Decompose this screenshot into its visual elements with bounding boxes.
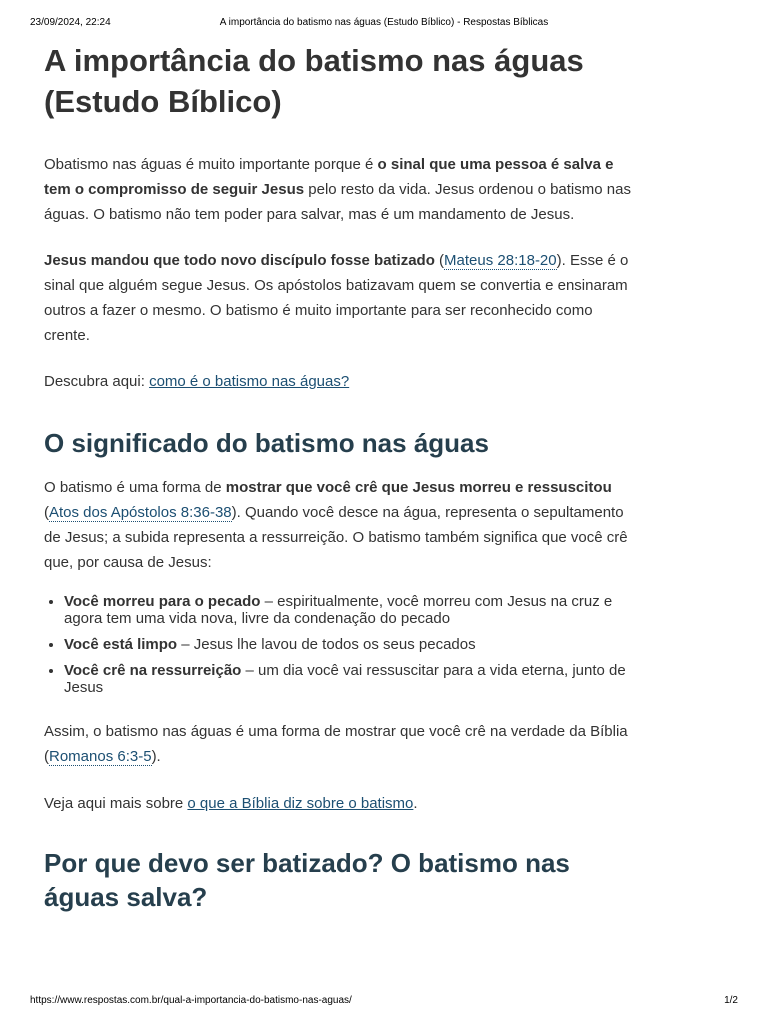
- emphasis-text: mostrar que você crê que Jesus morreu e ressuscitou: [225, 479, 612, 496]
- scripture-reference-link[interactable]: Romanos 6:3-5: [49, 748, 152, 765]
- list-item: • Você está limpo – Jesus lhe lavou de todos os seus pecados: [64, 636, 634, 653]
- paragraph-conclusion: Assim, o batismo nas águas é uma forma de mostrar que você crê na verdade da Bíblia (Romanos 6:3-5).: [44, 723, 628, 765]
- page-number: 1/2: [724, 995, 738, 1006]
- list-item: • Você crê na ressurreição – um dia você vai ressuscitar para a vida eterna, junto de Jesus: [64, 662, 634, 696]
- emphasis-text: o sinal que uma pessoa é salva e tem o compromisso de seguir Jesus: [44, 156, 614, 198]
- scripture-reference-link[interactable]: Atos dos Apóstolos 8:36-38: [49, 504, 232, 521]
- list-item: • Você morreu para o pecado – espiritualmente, você morreu com Jesus na cruz e agora tem uma vida nova, livre da condenação do pecado: [64, 593, 634, 627]
- paragraph-intro: Obatismo nas águas é muito importante porque é o sinal que uma pessoa é salva e tem o compromisso de seguir Jesus pelo resto da vida. Jesus ordenou o batismo nas águas. O batismo não tem poder para salvar, mas é um mandamento de Jesus.: [44, 156, 631, 223]
- paragraph-see-more: Veja aqui mais sobre o que a Bíblia diz sobre o batismo.: [44, 795, 418, 812]
- paragraph-command: Jesus mandou que todo novo discípulo fosse batizado (Mateus 28:18-20). Esse é o sinal que alguém segue Jesus. Os apóstolos batizavam quem se convertia e ensinaram outros a fazer o mesmo. O batismo é muito importante para ser reconhecido como crente.: [44, 252, 629, 344]
- scripture-reference-link[interactable]: Mateus 28:18-20: [444, 252, 557, 269]
- bible-baptism-link[interactable]: o que a Bíblia diz sobre o batismo: [187, 795, 414, 812]
- article: [44, 40, 634, 914]
- paragraph-discover: Descubra aqui: como é o batismo nas águas?: [44, 373, 350, 390]
- section-heading-meaning: O significado do batismo nas águas: [44, 428, 489, 458]
- paragraph-meaning: O batismo é uma forma de mostrar que você crê que Jesus morreu e ressuscitou (Atos dos Apóstolos 8:36-38). Quando você desce na água, representa o sepultamento de Jesus; a subida representa a ressurreição. O batismo também significa que você crê que, por causa de Jesus:: [44, 479, 628, 571]
- print-footer: [30, 995, 738, 1009]
- article-title: A importância do batismo nas águas (Estudo Bíblico): [44, 43, 584, 119]
- print-document-title: A importância do batismo nas águas (Estudo Bíblico) - Respostas Bíblicas: [219, 17, 549, 28]
- print-header: [30, 17, 738, 31]
- print-url: https://www.respostas.com.br/qual-a-importancia-do-batismo-nas-aguas/: [30, 995, 352, 1006]
- baptism-how-link[interactable]: como é o batismo nas águas?: [149, 373, 350, 390]
- meaning-list: [44, 593, 634, 696]
- print-date: 23/09/2024, 22:24: [30, 17, 111, 28]
- section-heading-why: Por que devo ser batizado? O batismo nas águas salva?: [44, 848, 570, 912]
- emphasis-text: Jesus mandou que todo novo discípulo fosse batizado: [44, 252, 435, 269]
